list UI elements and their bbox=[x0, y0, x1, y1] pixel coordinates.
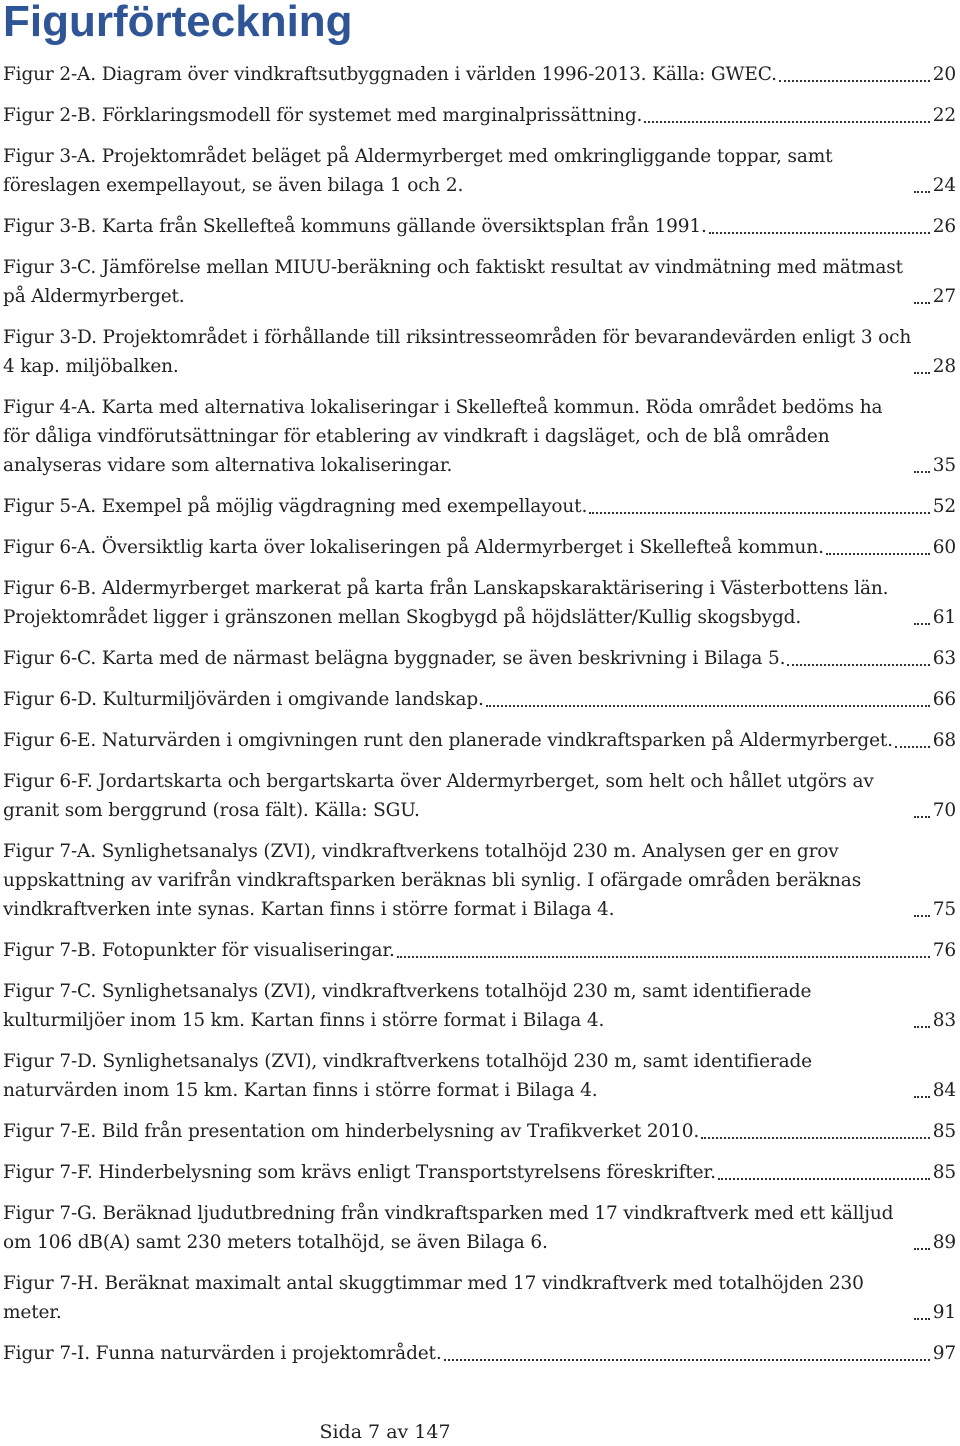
toc-entry-title: Figur 3-A. Projektområdet beläget på Aldermyrberget med omkringliggande toppar, samt föreslagen exempellayout, se även bilaga 1 och 2. bbox=[3, 146, 833, 196]
toc-entry-title: Figur 2-A. Diagram över vindkraftsutbyggnaden i världen 1996-2013. Källa: GWEC. bbox=[3, 64, 777, 85]
toc-entry[interactable] bbox=[3, 1117, 956, 1146]
dot-leader bbox=[826, 553, 930, 555]
toc-entry-page-number: 89 bbox=[932, 1232, 956, 1253]
toc-entry-page-number: 22 bbox=[932, 105, 956, 126]
toc-entry-title: Figur 7-D. Synlighetsanalys (ZVI), vindkraftverkens totalhöjd 230 m, samt identifierade naturvärden inom 15 km. Kartan finns i större format i Bilaga 4. bbox=[3, 1051, 812, 1101]
dot-leader bbox=[914, 471, 930, 473]
dot-leader bbox=[718, 1178, 930, 1180]
dot-leader bbox=[914, 191, 930, 193]
toc-entry[interactable] bbox=[3, 212, 956, 241]
toc-entry[interactable] bbox=[3, 492, 956, 521]
toc-entry-title: Figur 7-C. Synlighetsanalys (ZVI), vindkraftverkens totalhöjd 230 m, samt identifierade kulturmiljöer inom 15 km. Kartan finns i större format i Bilaga 4. bbox=[3, 981, 812, 1031]
toc-entry-page-number: 70 bbox=[932, 800, 956, 821]
toc-entry-title: Figur 6-E. Naturvärden i omgivningen runt den planerade vindkraftsparken på Aldermyrberget. bbox=[3, 730, 893, 751]
toc-entry-page-number: 52 bbox=[932, 496, 956, 517]
toc-entry-title: Figur 6-F. Jordartskarta och bergartskarta över Aldermyrberget, som helt och hållet utgörs av granit som berggrund (rosa fält). Källa: SGU. bbox=[3, 771, 874, 821]
toc-entry-title: Figur 7-I. Funna naturvärden i projektområdet. bbox=[3, 1343, 442, 1364]
toc-entry-title: Figur 4-A. Karta med alternativa lokaliseringar i Skellefteå kommun. Röda området bedöms ha för dåliga vindförutsättningar för etablering av vindkraft i dagsläget, och de blå områden analyseras vidare som alternativa lokaliseringar. bbox=[3, 397, 883, 476]
toc-entry[interactable] bbox=[3, 393, 956, 480]
page-footer: Sida 7 av 147 bbox=[319, 1421, 451, 1443]
toc-entry-page-number: 20 bbox=[932, 64, 956, 85]
toc-entry[interactable] bbox=[3, 323, 956, 381]
dot-leader bbox=[914, 302, 930, 304]
toc-entry[interactable] bbox=[3, 726, 956, 755]
toc-entry-page-number: 85 bbox=[932, 1162, 956, 1183]
toc-entry-title: Figur 7-B. Fotopunkter för visualiseringar. bbox=[3, 940, 395, 961]
toc-entry-page-number: 26 bbox=[932, 216, 956, 237]
toc-entry-title: Figur 5-A. Exempel på möjlig vägdragning med exempellayout. bbox=[3, 496, 588, 517]
toc-entry-page-number: 35 bbox=[932, 455, 956, 476]
toc-entry-title: Figur 3-D. Projektområdet i förhållande till riksintresseområden för bevarandevärden enligt 3 och 4 kap. miljöbalken. bbox=[3, 327, 912, 377]
toc-entry[interactable] bbox=[3, 767, 956, 825]
dot-leader bbox=[787, 664, 929, 666]
toc-entry-title: Figur 2-B. Förklaringsmodell för systemet med marginalprissättning. bbox=[3, 105, 643, 126]
toc-entry-title: Figur 3-C. Jämförelse mellan MIUU-beräkning och faktiskt resultat av vindmätning med mätmast på Aldermyrberget. bbox=[3, 257, 903, 307]
toc-entry[interactable] bbox=[3, 533, 956, 562]
dot-leader bbox=[895, 746, 930, 748]
dot-leader bbox=[914, 816, 930, 818]
toc-entry[interactable] bbox=[3, 1047, 956, 1105]
toc-entry-title: Figur 6-D. Kulturmiljövärden i omgivande landskap. bbox=[3, 689, 484, 710]
toc-entry-page-number: 60 bbox=[932, 537, 956, 558]
toc-entry-title: Figur 7-G. Beräknad ljudutbredning från vindkraftsparken med 17 vindkraftverk med ett källjud om 106 dB(A) samt 230 meters totalhöjd, se även Bilaga 6. bbox=[3, 1203, 894, 1253]
toc-entry-page-number: 28 bbox=[932, 356, 956, 377]
dot-leader bbox=[779, 80, 930, 82]
toc-entry-page-number: 76 bbox=[932, 940, 956, 961]
dot-leader bbox=[589, 512, 930, 514]
toc-entry-page-number: 97 bbox=[932, 1343, 956, 1364]
dot-leader bbox=[397, 956, 930, 958]
toc-entry-page-number: 85 bbox=[932, 1121, 956, 1142]
dot-leader bbox=[914, 623, 930, 625]
toc-entry-title: Figur 7-H. Beräknat maximalt antal skuggtimmar med 17 vindkraftverk med totalhöjden 230 meter. bbox=[3, 1273, 864, 1323]
toc-entry-page-number: 75 bbox=[932, 899, 956, 920]
toc-entry-page-number: 63 bbox=[932, 648, 956, 669]
toc-entry-title: Figur 6-B. Aldermyrberget markerat på karta från Lanskapskaraktärisering i Västerbottens län. Projektområdet ligger i gränszonen mellan Skogbygd på höjdslätter/Kullig skogsbygd. bbox=[3, 578, 889, 628]
dot-leader bbox=[914, 1248, 930, 1250]
toc-entry[interactable] bbox=[3, 936, 956, 965]
dot-leader bbox=[914, 915, 930, 917]
toc-entry-page-number: 83 bbox=[932, 1010, 956, 1031]
toc-entry-page-number: 68 bbox=[932, 730, 956, 751]
toc-entry[interactable] bbox=[3, 977, 956, 1035]
dot-leader bbox=[914, 1096, 930, 1098]
toc-entry-title: Figur 7-F. Hinderbelysning som krävs enligt Transportstyrelsens föreskrifter. bbox=[3, 1162, 716, 1183]
figure-list bbox=[3, 60, 956, 1368]
toc-entry-title: Figur 6-A. Översiktlig karta över lokaliseringen på Aldermyrberget i Skellefteå kommun. bbox=[3, 537, 824, 558]
toc-entry-title: Figur 7-A. Synlighetsanalys (ZVI), vindkraftverkens totalhöjd 230 m. Analysen ger en grov uppskattning av varifrån vindkraftsparken beräknas bli synlig. I ofärgade områden beräknas vindkraftverken inte synas. Kartan finns i större format i Bilaga 4. bbox=[3, 841, 862, 920]
toc-entry[interactable] bbox=[3, 1339, 956, 1368]
toc-entry[interactable] bbox=[3, 837, 956, 924]
toc-entry-title: Figur 3-B. Karta från Skellefteå kommuns gällande översiktsplan från 1991. bbox=[3, 216, 707, 237]
toc-entry[interactable] bbox=[3, 574, 956, 632]
toc-entry[interactable] bbox=[3, 1269, 956, 1327]
dot-leader bbox=[914, 372, 930, 374]
dot-leader bbox=[709, 232, 930, 234]
dot-leader bbox=[486, 705, 930, 707]
page-title: Figurförteckning bbox=[3, 0, 353, 46]
toc-entry-title: Figur 7-E. Bild från presentation om hinderbelysning av Trafikverket 2010. bbox=[3, 1121, 700, 1142]
toc-entry[interactable] bbox=[3, 1199, 956, 1257]
toc-entry[interactable] bbox=[3, 253, 956, 311]
dot-leader bbox=[444, 1359, 930, 1361]
toc-entry-page-number: 61 bbox=[932, 607, 956, 628]
toc-entry[interactable] bbox=[3, 142, 956, 200]
toc-entry[interactable] bbox=[3, 60, 956, 89]
toc-entry-page-number: 66 bbox=[932, 689, 956, 710]
dot-leader bbox=[644, 121, 929, 123]
toc-entry-page-number: 84 bbox=[932, 1080, 956, 1101]
toc-entry[interactable] bbox=[3, 644, 956, 673]
toc-entry-page-number: 91 bbox=[932, 1302, 956, 1323]
dot-leader bbox=[914, 1026, 930, 1028]
toc-entry-page-number: 27 bbox=[932, 286, 956, 307]
toc-entry[interactable] bbox=[3, 101, 956, 130]
toc-entry[interactable] bbox=[3, 685, 956, 714]
toc-entry-title: Figur 6-C. Karta med de närmast belägna byggnader, se även beskrivning i Bilaga 5. bbox=[3, 648, 786, 669]
dot-leader bbox=[701, 1137, 930, 1139]
toc-entry-page-number: 24 bbox=[932, 175, 956, 196]
dot-leader bbox=[914, 1318, 930, 1320]
toc-entry[interactable] bbox=[3, 1158, 956, 1187]
